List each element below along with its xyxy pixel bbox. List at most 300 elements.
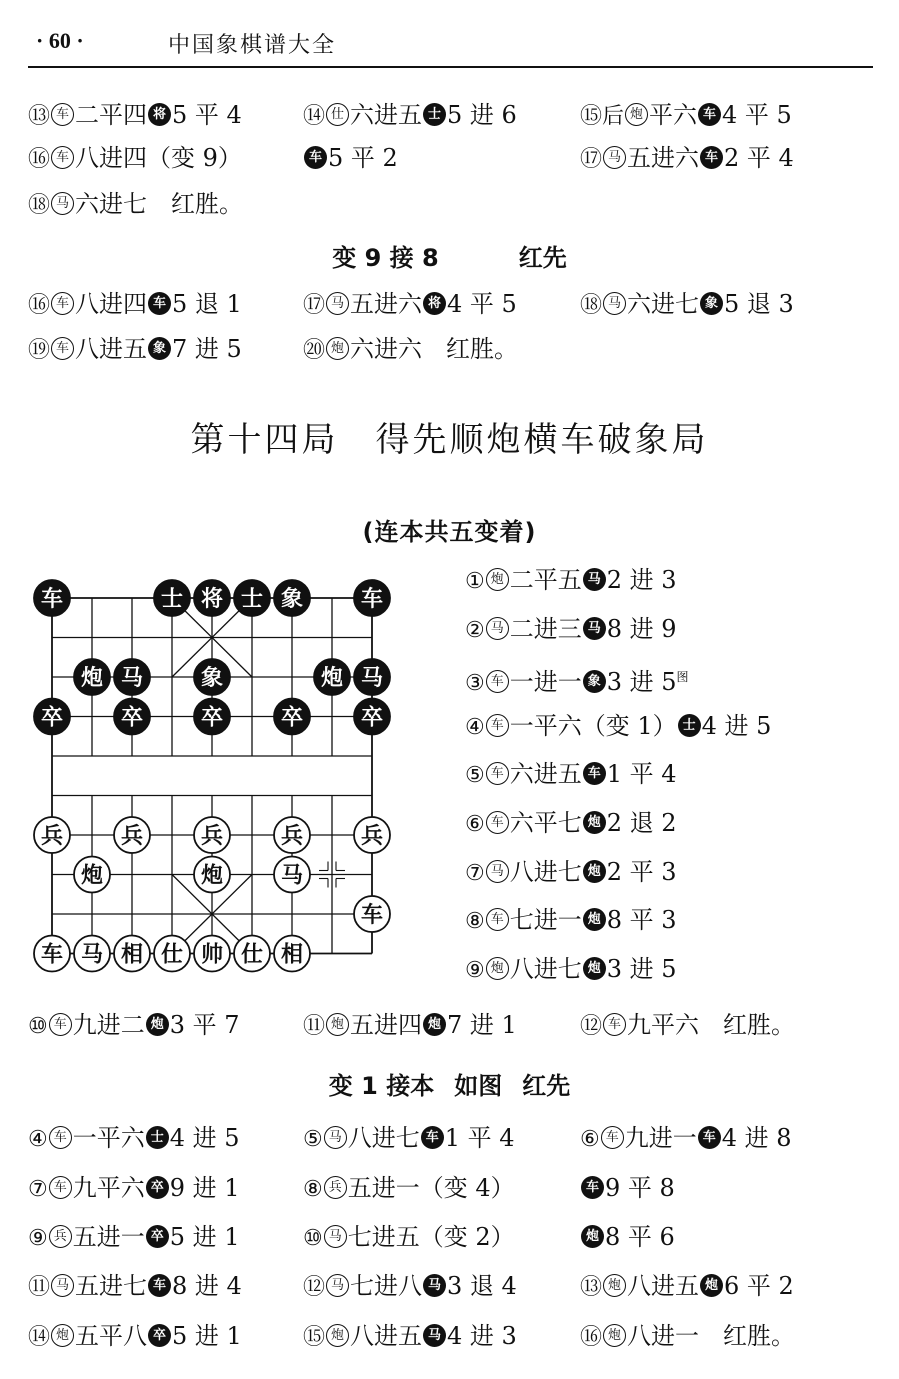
- move-notation: 5 进 1: [169, 1223, 240, 1251]
- move-notation: 五进六: [350, 290, 423, 318]
- svg-text:兵: 兵: [40, 824, 64, 849]
- red-piece-炮: [194, 857, 230, 893]
- red-piece-icon: 马: [326, 292, 349, 315]
- move-notation: 八进五: [75, 335, 148, 363]
- move-number: ⑯: [28, 293, 51, 318]
- move-row: [0, 1170, 899, 1206]
- move-notation: 8 进 4: [172, 1272, 242, 1300]
- black-piece-icon: 车: [698, 1126, 721, 1149]
- red-piece-仕: [234, 936, 270, 972]
- red-piece-兵: [34, 817, 70, 853]
- move-notation: 2 平 4: [724, 144, 794, 172]
- black-piece-卒: [114, 699, 150, 735]
- red-piece-相: [274, 936, 310, 972]
- move-notation: 4 平 5: [447, 290, 517, 318]
- svg-text:马: 马: [360, 666, 384, 691]
- red-piece-icon: 车: [486, 670, 509, 693]
- xiangqi-board-diagram: [30, 576, 430, 981]
- figure-marker: 图: [676, 670, 689, 685]
- black-piece-icon: 马: [583, 568, 606, 591]
- svg-text:车: 车: [360, 903, 384, 928]
- red-piece-icon: 炮: [603, 1324, 626, 1347]
- black-piece-车: [354, 580, 390, 616]
- red-piece-兵: [354, 817, 390, 853]
- move-notation: 九进一: [624, 1124, 697, 1152]
- page-number: · 60 ·: [36, 28, 84, 53]
- move-notation: 八进五: [627, 1272, 700, 1300]
- move-number: ⑦: [465, 860, 485, 886]
- move-number: ⑯: [580, 1325, 603, 1350]
- red-piece-icon: 炮: [326, 1324, 349, 1347]
- move-number: ⑩: [303, 1226, 323, 1251]
- variation-9-label: 变 9 接 8: [332, 244, 439, 272]
- move-notation: 九平六 红胜。: [627, 1011, 796, 1039]
- svg-text:马: 马: [80, 942, 104, 968]
- red-piece-车: [34, 936, 70, 972]
- red-piece-icon: 炮: [326, 337, 349, 360]
- move-notation: 8 平 6: [605, 1223, 675, 1251]
- black-piece-马: [354, 659, 390, 695]
- black-piece-卒: [354, 699, 390, 735]
- black-piece-象: [194, 659, 230, 695]
- move-cell: [28, 97, 242, 135]
- move-cell: [580, 286, 794, 324]
- move-notation: 五进一（变 4）: [347, 1174, 515, 1202]
- move-notation: 2 平 3: [606, 857, 677, 886]
- red-piece-icon: 马: [324, 1225, 347, 1248]
- black-piece-icon: 车: [583, 762, 606, 785]
- move-cell: [28, 1318, 242, 1356]
- move-cell: [580, 140, 794, 178]
- move-number: ⑨: [28, 1226, 48, 1251]
- svg-text:仕: 仕: [240, 942, 264, 968]
- move-notation: 八进四: [75, 290, 148, 318]
- move-line: [465, 854, 677, 892]
- svg-text:车: 车: [360, 587, 384, 612]
- move-number: ⑤: [465, 763, 485, 789]
- move-cell: [28, 1120, 240, 1158]
- black-piece-icon: 将: [148, 103, 171, 126]
- move-notation: 五进四: [350, 1011, 423, 1039]
- black-piece-马: [114, 659, 150, 695]
- move-cell: [303, 1007, 517, 1045]
- move-cell: [28, 140, 242, 178]
- move-number: ⑬: [28, 104, 51, 129]
- red-piece-icon: 马: [486, 617, 509, 640]
- variation-1-label: 变 1 接本: [328, 1072, 435, 1100]
- move-line: [465, 611, 677, 649]
- move-notation: 九进二: [72, 1011, 145, 1039]
- move-number: ⑪: [303, 1014, 326, 1039]
- variation-9-side: 红先: [518, 244, 567, 272]
- move-notation: 五进六: [627, 144, 700, 172]
- move-notation: 八进七: [347, 1124, 420, 1152]
- red-piece-icon: 车: [486, 762, 509, 785]
- svg-text:卒: 卒: [280, 705, 304, 731]
- move-notation: 一进一: [509, 668, 582, 697]
- red-piece-相: [114, 936, 150, 972]
- black-piece-icon: 象: [700, 292, 723, 315]
- move-notation: 五进七: [75, 1272, 148, 1300]
- move-notation: 六进五: [509, 760, 582, 789]
- move-notation: 6 平 2: [724, 1272, 794, 1300]
- svg-text:象: 象: [280, 587, 304, 612]
- black-piece-icon: 士: [678, 714, 701, 737]
- move-number: ⑪: [28, 1275, 51, 1300]
- move-notation: 2 进 3: [606, 566, 677, 594]
- move-notation: 4 进 3: [447, 1322, 517, 1350]
- move-notation: 二平四: [75, 101, 148, 129]
- move-row: [0, 140, 899, 176]
- svg-text:炮: 炮: [200, 863, 224, 889]
- svg-text:兵: 兵: [280, 824, 304, 849]
- svg-text:兵: 兵: [120, 824, 144, 849]
- move-cell: [28, 1268, 242, 1306]
- black-piece-icon: 士: [146, 1126, 169, 1149]
- black-piece-icon: 车: [581, 1176, 604, 1199]
- move-cell: [580, 1268, 794, 1306]
- move-line: [465, 756, 677, 794]
- red-piece-兵: [194, 817, 230, 853]
- red-piece-icon: 马: [603, 146, 626, 169]
- svg-text:士: 士: [160, 587, 184, 612]
- red-piece-icon: 车: [486, 811, 509, 834]
- red-piece-icon: 马: [326, 1274, 349, 1297]
- move-notation: 8 平 3: [606, 906, 677, 935]
- move-notation: 3 平 7: [169, 1011, 240, 1039]
- move-line: [465, 562, 677, 600]
- move-cell: [303, 1219, 515, 1257]
- move-notation: 4 进 8: [721, 1124, 792, 1152]
- move-number: ⑮: [303, 1325, 326, 1350]
- move-cell: [580, 1007, 795, 1045]
- svg-text:车: 车: [40, 942, 64, 968]
- move-notation: 九平六: [72, 1174, 145, 1202]
- black-piece-象: [274, 580, 310, 616]
- svg-text:相: 相: [280, 942, 304, 968]
- black-piece-炮: [314, 659, 350, 695]
- red-piece-icon: 马: [51, 192, 74, 215]
- move-notation: 5 退 1: [172, 290, 242, 318]
- black-piece-icon: 卒: [146, 1225, 169, 1248]
- red-piece-icon: 车: [603, 1013, 626, 1036]
- black-piece-士: [234, 580, 270, 616]
- move-number: ⑧: [303, 1177, 323, 1202]
- move-number: ⑥: [465, 812, 485, 837]
- red-piece-兵: [114, 817, 150, 853]
- move-notation: 七进五（变 2）: [347, 1223, 515, 1251]
- black-piece-icon: 马: [583, 617, 606, 640]
- move-notation: 5 平 4: [172, 101, 242, 129]
- black-piece-icon: 车: [421, 1126, 444, 1149]
- move-notation: 一平六（变 1）: [509, 711, 677, 740]
- red-piece-icon: 车: [51, 146, 74, 169]
- move-row: [0, 286, 899, 322]
- move-number: ⑤: [303, 1127, 323, 1152]
- variation-1-side: 红先: [522, 1072, 571, 1100]
- black-piece-卒: [194, 699, 230, 735]
- move-number: ⑬: [580, 1275, 603, 1300]
- move-cell: [303, 286, 517, 324]
- variation-1-figure: 如图: [454, 1072, 503, 1100]
- black-piece-icon: 象: [583, 670, 606, 693]
- move-row: [0, 186, 899, 222]
- game-title: 第十四局 得先顺炮横车破象局: [190, 420, 709, 460]
- move-number: ①: [465, 569, 485, 594]
- move-notation: 1 平 4: [606, 760, 677, 789]
- black-piece-icon: 车: [148, 292, 171, 315]
- move-number: ⑫: [580, 1014, 603, 1039]
- move-notation: 二进三: [509, 614, 582, 643]
- page-header: [28, 26, 873, 68]
- move-number: ⑲: [28, 338, 51, 363]
- move-cell: [303, 140, 398, 176]
- move-notation: 六进七: [627, 290, 700, 318]
- black-piece-icon: 卒: [148, 1324, 171, 1347]
- red-piece-icon: 车: [49, 1126, 72, 1149]
- move-row: [0, 97, 899, 133]
- black-piece-icon: 炮: [583, 811, 606, 834]
- black-piece-icon: 士: [423, 103, 446, 126]
- svg-text:帅: 帅: [200, 942, 224, 968]
- move-number: ④: [465, 714, 485, 740]
- move-cell: [580, 97, 792, 135]
- move-notation: 1 平 4: [444, 1124, 515, 1152]
- black-piece-icon: 车: [700, 146, 723, 169]
- move-notation: 六进七 红胜。: [75, 190, 244, 218]
- move-number: ⑰: [303, 293, 326, 318]
- black-piece-icon: 炮: [700, 1274, 723, 1297]
- move-number: ⑯: [28, 147, 51, 172]
- svg-text:相: 相: [120, 942, 144, 968]
- move-row: [0, 331, 899, 367]
- svg-text:卒: 卒: [200, 705, 224, 731]
- move-line: [465, 708, 771, 746]
- move-notation: 平六: [649, 101, 698, 129]
- move-cell: [303, 97, 517, 135]
- move-notation: 七进一: [509, 906, 582, 935]
- move-notation: 2 退 2: [606, 809, 677, 837]
- move-number: ⑨: [465, 957, 485, 983]
- red-piece-icon: 兵: [49, 1225, 72, 1248]
- black-piece-icon: 炮: [583, 860, 606, 883]
- black-piece-炮: [74, 659, 110, 695]
- svg-text:兵: 兵: [360, 824, 384, 849]
- red-piece-仕: [154, 936, 190, 972]
- move-notation: 八进五: [350, 1322, 423, 1350]
- red-piece-icon: 马: [486, 860, 509, 883]
- black-piece-车: [34, 580, 70, 616]
- black-piece-icon: 车: [304, 146, 327, 169]
- black-piece-icon: 马: [423, 1324, 446, 1347]
- move-cell: [303, 1318, 517, 1356]
- svg-text:炮: 炮: [80, 666, 104, 691]
- red-piece-icon: 马: [324, 1126, 347, 1149]
- black-piece-icon: 炮: [423, 1013, 446, 1036]
- move-cell: [28, 1170, 240, 1208]
- move-cell: [28, 286, 242, 324]
- move-notation: 5 进 1: [172, 1322, 242, 1350]
- move-notation: 七进八: [350, 1272, 423, 1300]
- move-cell: [303, 1268, 517, 1306]
- black-piece-士: [154, 580, 190, 616]
- svg-text:卒: 卒: [120, 705, 144, 731]
- book-title: 中国象棋谱大全: [168, 33, 337, 58]
- move-notation: 8 进 9: [606, 614, 677, 643]
- red-piece-icon: 车: [51, 337, 74, 360]
- move-notation: 八进七: [509, 857, 582, 886]
- move-notation: 六进六 红胜。: [350, 335, 519, 363]
- svg-text:车: 车: [40, 587, 64, 612]
- svg-text:兵: 兵: [200, 824, 224, 849]
- red-piece-icon: 车: [51, 103, 74, 126]
- move-notation: 5 退 3: [724, 290, 794, 318]
- red-piece-帅: [194, 936, 230, 972]
- move-row: [0, 1007, 899, 1043]
- black-piece-将: [194, 580, 230, 616]
- move-cell: [303, 1170, 515, 1208]
- move-notation: 3 退 4: [447, 1272, 517, 1300]
- svg-text:将: 将: [200, 587, 224, 612]
- black-piece-icon: 炮: [583, 908, 606, 931]
- move-row: [0, 1318, 899, 1354]
- black-piece-icon: 卒: [146, 1176, 169, 1199]
- svg-text:炮: 炮: [320, 666, 344, 691]
- move-notation: 二平五: [509, 566, 582, 594]
- move-notation: 八进四（变 9）: [75, 144, 242, 172]
- red-piece-icon: 车: [49, 1176, 72, 1199]
- move-number: ⑰: [580, 147, 603, 172]
- move-notation: 4 进 5: [701, 711, 772, 740]
- red-piece-马: [74, 936, 110, 972]
- move-cell: [28, 186, 243, 224]
- move-cell: [28, 1219, 240, 1257]
- red-piece-icon: 炮: [603, 1274, 626, 1297]
- svg-text:卒: 卒: [360, 705, 384, 731]
- black-piece-icon: 炮: [581, 1225, 604, 1248]
- move-cell: [580, 1219, 675, 1255]
- move-number: ②: [465, 617, 485, 643]
- move-number: ⑥: [580, 1127, 600, 1152]
- move-row: [0, 1268, 899, 1304]
- black-piece-卒: [34, 699, 70, 735]
- svg-text:炮: 炮: [80, 863, 104, 889]
- move-number: ④: [28, 1127, 48, 1152]
- black-piece-icon: 马: [423, 1274, 446, 1297]
- black-piece-icon: 炮: [583, 957, 606, 980]
- move-number: ⑦: [28, 1177, 48, 1202]
- move-cell: [580, 1170, 675, 1206]
- black-piece-icon: 车: [148, 1274, 171, 1297]
- red-piece-icon: 车: [51, 292, 74, 315]
- red-piece-icon: 炮: [486, 957, 509, 980]
- red-piece-icon: 仕: [326, 103, 349, 126]
- red-piece-icon: 马: [51, 1274, 74, 1297]
- move-number: ③: [465, 671, 485, 697]
- move-notation: 4 平 5: [722, 101, 792, 129]
- move-cell: [580, 1318, 795, 1356]
- black-piece-卒: [274, 699, 310, 735]
- game-subtitle: (连本共五变着): [362, 518, 537, 546]
- move-number: ⑱: [580, 293, 603, 318]
- red-piece-icon: 兵: [324, 1176, 347, 1199]
- move-notation: 7 进 1: [447, 1011, 517, 1039]
- move-line: [465, 805, 677, 843]
- move-cell: [303, 1120, 515, 1158]
- move-notation: 五平八: [75, 1322, 148, 1350]
- red-piece-炮: [74, 857, 110, 893]
- move-number: ⑫: [303, 1275, 326, 1300]
- move-notation: 5 平 2: [328, 144, 398, 172]
- svg-text:象: 象: [200, 666, 224, 691]
- svg-text:仕: 仕: [160, 942, 184, 968]
- move-notation: 4 进 5: [169, 1124, 240, 1152]
- red-piece-icon: 炮: [51, 1324, 74, 1347]
- move-number: ⑭: [28, 1325, 51, 1350]
- move-notation: 六平七: [509, 809, 582, 837]
- red-piece-icon: 车: [49, 1013, 72, 1036]
- move-notation: 一平六: [72, 1124, 145, 1152]
- move-line: [465, 951, 677, 989]
- move-number: ⑭: [303, 104, 326, 129]
- red-piece-icon: 车: [601, 1126, 624, 1149]
- move-notation: 3 进 5: [606, 954, 677, 983]
- move-number: ⑮后: [580, 104, 625, 129]
- move-notation: 八进七: [509, 954, 582, 983]
- variation-1-heading: [0, 1066, 899, 1101]
- move-number: ⑱: [28, 193, 51, 218]
- black-piece-icon: 车: [698, 103, 721, 126]
- move-number: ⑳: [303, 338, 326, 363]
- move-number: ⑧: [465, 909, 485, 935]
- red-piece-icon: 马: [603, 292, 626, 315]
- svg-text:马: 马: [280, 863, 304, 889]
- move-cell: [580, 1120, 792, 1158]
- move-line: [465, 659, 689, 702]
- red-piece-icon: 炮: [625, 103, 648, 126]
- move-notation: 五进一: [72, 1223, 145, 1251]
- move-row: [0, 1219, 899, 1255]
- svg-text:马: 马: [120, 666, 144, 691]
- move-notation: 六进五: [350, 101, 423, 129]
- red-piece-icon: 车: [486, 714, 509, 737]
- red-piece-马: [274, 857, 310, 893]
- move-cell: [28, 1007, 240, 1045]
- move-notation: 3 进 5: [606, 668, 677, 697]
- red-piece-icon: 炮: [326, 1013, 349, 1036]
- variation-9-heading: [0, 238, 899, 273]
- move-cell: [303, 331, 518, 369]
- svg-text:卒: 卒: [40, 705, 64, 731]
- move-row: [0, 1120, 899, 1156]
- move-cell: [28, 331, 242, 369]
- red-piece-icon: 车: [486, 908, 509, 931]
- move-notation: 5 进 6: [447, 101, 517, 129]
- move-number: ⑩: [28, 1014, 48, 1039]
- black-piece-icon: 将: [423, 292, 446, 315]
- black-piece-icon: 象: [148, 337, 171, 360]
- move-notation: 9 进 1: [169, 1174, 240, 1202]
- move-notation: 9 平 8: [605, 1174, 675, 1202]
- svg-text:士: 士: [240, 587, 264, 612]
- move-notation: 7 进 5: [172, 335, 242, 363]
- black-piece-icon: 炮: [146, 1013, 169, 1036]
- move-line: [465, 902, 677, 940]
- red-piece-icon: 炮: [486, 568, 509, 591]
- move-notation: 八进一 红胜。: [627, 1322, 796, 1350]
- red-piece-兵: [274, 817, 310, 853]
- red-piece-车: [354, 896, 390, 932]
